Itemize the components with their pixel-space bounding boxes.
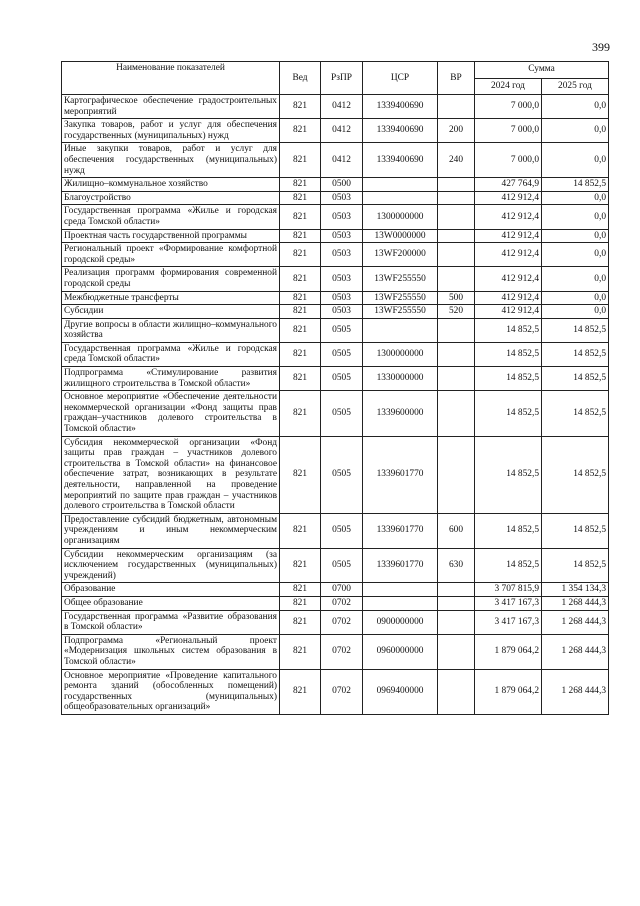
cell-sum-2025: 1 268 444,3 xyxy=(542,669,609,714)
cell-name: Государственная программа «Жилье и городская среда Томской области» xyxy=(62,205,280,229)
cell-csr xyxy=(363,596,438,610)
cell-vr xyxy=(438,391,475,436)
table-row xyxy=(62,596,609,610)
table-row xyxy=(62,391,609,436)
cell-ved: 821 xyxy=(280,548,321,583)
cell-vr xyxy=(438,267,475,291)
cell-csr: 1339400690 xyxy=(363,119,438,143)
cell-vr xyxy=(438,367,475,391)
cell-ved: 821 xyxy=(280,513,321,548)
cell-rzpr: 0503 xyxy=(321,191,363,205)
cell-sum-2024: 412 912,4 xyxy=(475,243,542,267)
cell-csr: 1300000000 xyxy=(363,205,438,229)
cell-name: Государственная программа «Развитие образования в Томской области» xyxy=(62,610,280,634)
cell-vr xyxy=(438,342,475,366)
cell-sum-2025: 0,0 xyxy=(542,119,609,143)
cell-sum-2024: 7 000,0 xyxy=(475,95,542,119)
cell-vr xyxy=(438,436,475,513)
cell-csr xyxy=(363,191,438,205)
cell-sum-2025: 1 354 134,3 xyxy=(542,583,609,597)
cell-name: Региональный проект «Формирование комфортной городской среды» xyxy=(62,243,280,267)
table-row xyxy=(62,305,609,319)
cell-name: Иные закупки товаров, работ и услуг для обеспечения государственных (муниципальных) нужд xyxy=(62,143,280,178)
cell-name: Межбюджетные трансферты xyxy=(62,291,280,305)
cell-rzpr: 0500 xyxy=(321,178,363,192)
cell-ved: 821 xyxy=(280,119,321,143)
cell-vr xyxy=(438,583,475,597)
cell-rzpr: 0505 xyxy=(321,391,363,436)
cell-ved: 821 xyxy=(280,436,321,513)
cell-vr xyxy=(438,669,475,714)
cell-sum-2024: 14 852,5 xyxy=(475,318,542,342)
cell-ved: 821 xyxy=(280,305,321,319)
cell-csr: 1339400690 xyxy=(363,95,438,119)
header-year-2024: 2024 год xyxy=(475,78,542,95)
cell-csr: 0900000000 xyxy=(363,610,438,634)
cell-rzpr: 0503 xyxy=(321,305,363,319)
cell-csr: 13WF255550 xyxy=(363,267,438,291)
header-name: Наименование показателей xyxy=(62,62,280,95)
table-row xyxy=(62,367,609,391)
cell-ved: 821 xyxy=(280,178,321,192)
cell-sum-2024: 14 852,5 xyxy=(475,367,542,391)
cell-ved: 821 xyxy=(280,205,321,229)
cell-sum-2024: 412 912,4 xyxy=(475,267,542,291)
cell-sum-2025: 1 268 444,3 xyxy=(542,634,609,669)
cell-ved: 821 xyxy=(280,391,321,436)
cell-sum-2025: 1 268 444,3 xyxy=(542,596,609,610)
cell-sum-2025: 14 852,5 xyxy=(542,367,609,391)
cell-name: Подпрограмма «Региональный проект «Модернизация школьных систем образования в Томской области» xyxy=(62,634,280,669)
cell-ved: 821 xyxy=(280,318,321,342)
cell-vr xyxy=(438,610,475,634)
cell-vr: 240 xyxy=(438,143,475,178)
cell-sum-2024: 412 912,4 xyxy=(475,305,542,319)
cell-vr xyxy=(438,243,475,267)
cell-name: Благоустройство xyxy=(62,191,280,205)
cell-sum-2024: 3 707 815,9 xyxy=(475,583,542,597)
cell-sum-2024: 427 764,9 xyxy=(475,178,542,192)
header-ved: Вед xyxy=(280,62,321,95)
cell-sum-2024: 412 912,4 xyxy=(475,191,542,205)
header-sum: Сумма xyxy=(475,62,609,79)
cell-sum-2024: 14 852,5 xyxy=(475,548,542,583)
cell-csr: 13WF255550 xyxy=(363,291,438,305)
cell-vr xyxy=(438,318,475,342)
cell-csr xyxy=(363,583,438,597)
cell-rzpr: 0503 xyxy=(321,243,363,267)
cell-rzpr: 0505 xyxy=(321,513,363,548)
cell-ved: 821 xyxy=(280,610,321,634)
cell-rzpr: 0505 xyxy=(321,367,363,391)
cell-sum-2025: 0,0 xyxy=(542,205,609,229)
table-row xyxy=(62,229,609,243)
cell-rzpr: 0503 xyxy=(321,229,363,243)
cell-csr: 13WF200000 xyxy=(363,243,438,267)
cell-csr: 1300000000 xyxy=(363,342,438,366)
cell-sum-2024: 3 417 167,3 xyxy=(475,596,542,610)
cell-sum-2025: 0,0 xyxy=(542,267,609,291)
cell-rzpr: 0412 xyxy=(321,119,363,143)
cell-csr: 0969400000 xyxy=(363,669,438,714)
budget-table xyxy=(61,61,609,715)
table-body xyxy=(62,95,609,715)
cell-rzpr: 0505 xyxy=(321,342,363,366)
cell-sum-2025: 0,0 xyxy=(542,95,609,119)
table-row xyxy=(62,291,609,305)
cell-ved: 821 xyxy=(280,95,321,119)
cell-vr: 200 xyxy=(438,119,475,143)
cell-sum-2025: 0,0 xyxy=(542,305,609,319)
cell-name: Картографическое обеспечение градостроительных мероприятий xyxy=(62,95,280,119)
cell-csr: 0960000000 xyxy=(363,634,438,669)
cell-rzpr: 0505 xyxy=(321,318,363,342)
cell-csr: 1339601770 xyxy=(363,548,438,583)
cell-sum-2024: 412 912,4 xyxy=(475,205,542,229)
table-row xyxy=(62,318,609,342)
cell-vr xyxy=(438,178,475,192)
page-number: 399 xyxy=(592,40,610,54)
cell-name: Предоставление субсидий бюджетным, автономным учреждениям и иным некоммерческим организациям xyxy=(62,513,280,548)
cell-ved: 821 xyxy=(280,291,321,305)
cell-rzpr: 0702 xyxy=(321,610,363,634)
cell-sum-2024: 7 000,0 xyxy=(475,143,542,178)
cell-ved: 821 xyxy=(280,342,321,366)
cell-csr xyxy=(363,318,438,342)
table-row xyxy=(62,178,609,192)
cell-sum-2024: 3 417 167,3 xyxy=(475,610,542,634)
cell-ved: 821 xyxy=(280,367,321,391)
cell-ved: 821 xyxy=(280,583,321,597)
cell-rzpr: 0505 xyxy=(321,436,363,513)
cell-sum-2025: 14 852,5 xyxy=(542,436,609,513)
cell-sum-2024: 1 879 064,2 xyxy=(475,634,542,669)
cell-name: Другие вопросы в области жилищно–коммунального хозяйства xyxy=(62,318,280,342)
cell-rzpr: 0702 xyxy=(321,634,363,669)
cell-vr: 500 xyxy=(438,291,475,305)
cell-csr: 1339601770 xyxy=(363,513,438,548)
cell-sum-2025: 1 268 444,3 xyxy=(542,610,609,634)
header-csr: ЦСР xyxy=(363,62,438,95)
cell-csr: 1339400690 xyxy=(363,143,438,178)
cell-vr xyxy=(438,95,475,119)
cell-sum-2024: 1 879 064,2 xyxy=(475,669,542,714)
cell-vr xyxy=(438,205,475,229)
cell-sum-2025: 0,0 xyxy=(542,143,609,178)
cell-rzpr: 0702 xyxy=(321,669,363,714)
cell-name: Основное мероприятие «Проведение капитального ремонта зданий (обособленных помещений) государственных (муниципальных) общеобразовательных организаций» xyxy=(62,669,280,714)
cell-vr: 630 xyxy=(438,548,475,583)
header-vr: ВР xyxy=(438,62,475,95)
table-row xyxy=(62,583,609,597)
cell-rzpr: 0503 xyxy=(321,205,363,229)
cell-sum-2025: 0,0 xyxy=(542,291,609,305)
header-year-2025: 2025 год xyxy=(542,78,609,95)
cell-name: Жилищно–коммунальное хозяйство xyxy=(62,178,280,192)
cell-name: Реализация программ формирования современной городской среды xyxy=(62,267,280,291)
cell-sum-2025: 14 852,5 xyxy=(542,391,609,436)
cell-vr xyxy=(438,229,475,243)
cell-ved: 821 xyxy=(280,191,321,205)
cell-csr xyxy=(363,178,438,192)
cell-name: Образование xyxy=(62,583,280,597)
cell-vr: 600 xyxy=(438,513,475,548)
table-row xyxy=(62,436,609,513)
table-row xyxy=(62,205,609,229)
cell-sum-2024: 14 852,5 xyxy=(475,436,542,513)
table-row xyxy=(62,634,609,669)
cell-vr xyxy=(438,191,475,205)
cell-rzpr: 0412 xyxy=(321,143,363,178)
table-row xyxy=(62,143,609,178)
cell-ved: 821 xyxy=(280,669,321,714)
cell-csr: 1330000000 xyxy=(363,367,438,391)
cell-name: Субсидии xyxy=(62,305,280,319)
cell-sum-2025: 14 852,5 xyxy=(542,318,609,342)
table-row xyxy=(62,119,609,143)
cell-name: Закупка товаров, работ и услуг для обеспечения государственных (муниципальных) нужд xyxy=(62,119,280,143)
cell-name: Субсидии некоммерческим организациям (за исключением государственных (муниципальных) учреждений) xyxy=(62,548,280,583)
cell-rzpr: 0702 xyxy=(321,596,363,610)
cell-ved: 821 xyxy=(280,596,321,610)
table-row xyxy=(62,95,609,119)
cell-name: Государственная программа «Жилье и городская среда Томской области» xyxy=(62,342,280,366)
cell-ved: 821 xyxy=(280,243,321,267)
cell-vr: 520 xyxy=(438,305,475,319)
cell-ved: 821 xyxy=(280,634,321,669)
table-row xyxy=(62,191,609,205)
table-row xyxy=(62,548,609,583)
cell-vr xyxy=(438,634,475,669)
cell-ved: 821 xyxy=(280,229,321,243)
table-row xyxy=(62,342,609,366)
cell-sum-2025: 14 852,5 xyxy=(542,513,609,548)
table-row xyxy=(62,513,609,548)
cell-sum-2025: 0,0 xyxy=(542,229,609,243)
cell-sum-2024: 412 912,4 xyxy=(475,291,542,305)
cell-sum-2025: 0,0 xyxy=(542,191,609,205)
cell-rzpr: 0503 xyxy=(321,267,363,291)
cell-rzpr: 0503 xyxy=(321,291,363,305)
table-header xyxy=(62,62,609,95)
cell-name: Проектная часть государственной программы xyxy=(62,229,280,243)
table-row xyxy=(62,267,609,291)
cell-sum-2025: 14 852,5 xyxy=(542,548,609,583)
cell-name: Субсидия некоммерческой организации «Фонд защиты прав граждан – участников долевого строительства в Томской области» на финансовое обеспечение затрат, возникающих в результате деятельности, направленной на проведение мероприятий по защите прав граждан – участников долевого строительства в Томской области xyxy=(62,436,280,513)
cell-name: Общее образование xyxy=(62,596,280,610)
cell-ved: 821 xyxy=(280,267,321,291)
cell-csr: 1339600000 xyxy=(363,391,438,436)
cell-sum-2024: 7 000,0 xyxy=(475,119,542,143)
cell-sum-2025: 14 852,5 xyxy=(542,178,609,192)
cell-csr: 13WF255550 xyxy=(363,305,438,319)
cell-name: Основное мероприятие «Обеспечение деятельности некоммерческой организации «Фонд защиты прав граждан–участников долевого строительства в Томской области» xyxy=(62,391,280,436)
cell-sum-2025: 0,0 xyxy=(542,243,609,267)
table-row xyxy=(62,610,609,634)
cell-csr: 1339601770 xyxy=(363,436,438,513)
cell-sum-2024: 14 852,5 xyxy=(475,342,542,366)
table-row xyxy=(62,669,609,714)
cell-sum-2024: 412 912,4 xyxy=(475,229,542,243)
cell-name: Подпрограмма «Стимулирование развития жилищного строительства в Томской области» xyxy=(62,367,280,391)
cell-sum-2024: 14 852,5 xyxy=(475,513,542,548)
cell-ved: 821 xyxy=(280,143,321,178)
table-row xyxy=(62,243,609,267)
cell-rzpr: 0700 xyxy=(321,583,363,597)
cell-rzpr: 0412 xyxy=(321,95,363,119)
cell-sum-2025: 14 852,5 xyxy=(542,342,609,366)
cell-sum-2024: 14 852,5 xyxy=(475,391,542,436)
cell-vr xyxy=(438,596,475,610)
cell-csr: 13W0000000 xyxy=(363,229,438,243)
header-rzpr: РзПР xyxy=(321,62,363,95)
cell-rzpr: 0505 xyxy=(321,548,363,583)
